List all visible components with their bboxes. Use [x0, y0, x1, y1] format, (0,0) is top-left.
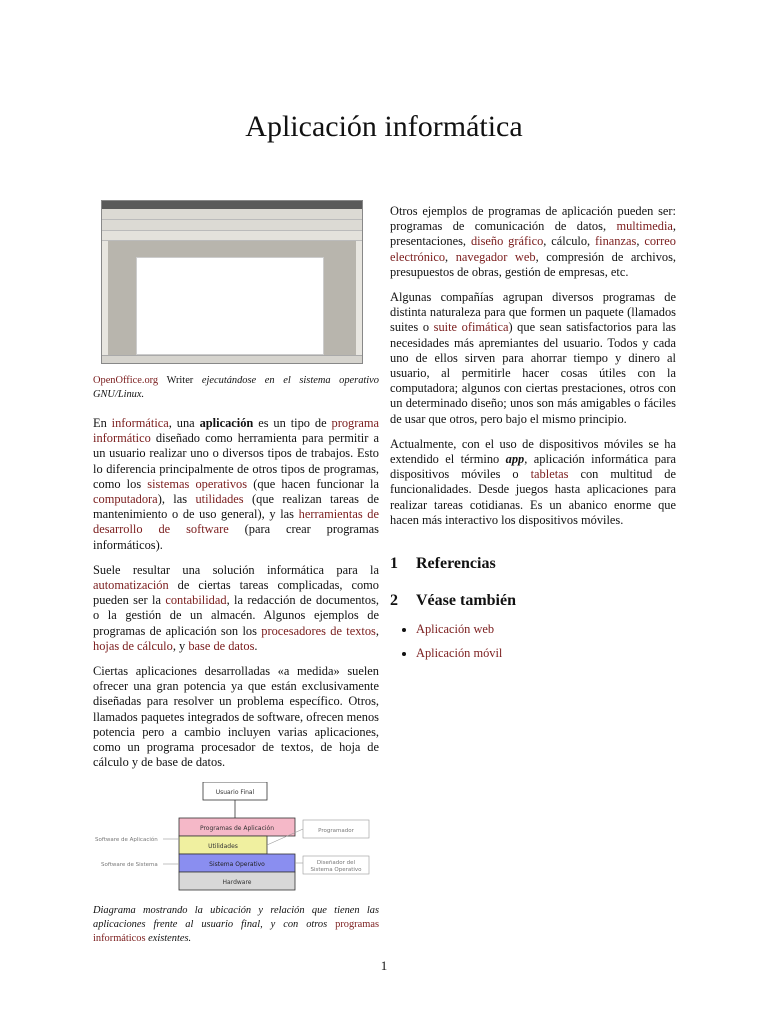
link-base-datos[interactable]: base de datos [188, 638, 255, 653]
openoffice-screenshot [101, 200, 363, 364]
link-programa-informatico[interactable]: programa informático [93, 416, 379, 446]
software-layers-diagram [93, 782, 379, 898]
utilidades-label: Utilidades [208, 843, 238, 851]
left-column [93, 200, 379, 956]
sw-sistema-label: Software de Sistema [101, 862, 158, 869]
link-programas-informaticos[interactable]: programas informáticos [93, 919, 379, 945]
figure1-caption: OpenOffice.org Writer ejecutándose en el sistema operativo GNU/Linux. [93, 375, 379, 400]
programas-label: Programas de Aplicación [199, 825, 275, 833]
section-heading-referencias: 1 Referencias [390, 555, 496, 573]
right-paragraph-3: Actualmente, con el uso de dispositivos móviles se ha extendido el término app, aplicación informática para dispositivos móviles o tabletas con multitud de funcionalidades. Desde juegos hasta aplicaciones para realizar tareas cotidianas. Es un abanico enorme que hacen más interactivo los dispositivos móviles. [390, 436, 676, 527]
link-hojas-calculo[interactable]: hojas de cálculo [93, 638, 173, 653]
disenador-label-1: Diseñador del [316, 860, 356, 867]
list-item [416, 622, 676, 637]
sistema-label: Sistema Operativo [209, 861, 265, 869]
usuario-final-label: Usuario Final [215, 789, 255, 797]
link-automatizacion[interactable]: automatización [93, 578, 169, 593]
link-correo-electronico[interactable]: correo electrónico [390, 234, 676, 264]
list-item [416, 646, 676, 661]
link-herramientas-desarrollo[interactable]: herramientas de desarrollo de software [93, 507, 379, 537]
sw-aplicacion-label: Software de Aplicación [95, 837, 158, 844]
hardware-label: Hardware [222, 879, 252, 887]
page-title: Aplicación informática [245, 110, 523, 143]
paragraph-3: Ciertas aplicaciones desarrolladas «a medida» suelen ofrecer una gran potencia ya que están exclusivamente diseñadas para resolver un problema específico. Otros, llamados paquetes integrados de software, ofrecen menos potencia pero a cambio incluyen varias aplicaciones, como un programa procesador de textos, de hoja de cálculo y de base de datos. [93, 664, 379, 770]
link-aplicacion-web[interactable]: Aplicación web [416, 622, 495, 637]
disenador-label-2: Sistema Operativo [310, 867, 362, 874]
link-procesadores-textos[interactable]: procesadores de textos [261, 623, 376, 638]
right-column [390, 204, 676, 669]
link-utilidades[interactable]: utilidades [195, 492, 244, 507]
page-number: 1 [380, 958, 388, 973]
right-paragraph-2: Algunas compañías agrupan diversos programas de distinta naturaleza para que formen un paquete (llamados suites o suite ofimática) que sean satisfactorios para las necesidades más apremiantes del usuario. Todos y cada uno de ellos sirven para ahorrar tiempo y dinero al usuario, al permitirle hacer cosas útiles con la computadora; algunos con ciertas prestaciones, otros con un determinado diseño; unos son más amigables o fáciles de usar que otros, pero bajo el mismo principio. [390, 290, 676, 426]
link-diseno-grafico[interactable]: diseño gráfico [470, 234, 544, 249]
link-informatica[interactable]: informática [111, 416, 169, 430]
diagram-caption: Diagrama mostrando la ubicación y relación que tienen las aplicaciones frente al usuario final, y con otros programas informáticos existentes. [93, 905, 379, 945]
link-aplicacion-movil[interactable]: Aplicación móvil [416, 645, 503, 660]
openoffice-link[interactable]: OpenOffice.org [93, 375, 159, 386]
link-navegador-web[interactable]: navegador web [455, 249, 536, 264]
link-sistemas-operativos[interactable]: sistemas operativos [147, 476, 248, 491]
intro-paragraph: En informática, una aplicación es un tipo de programa informático diseñado como herramienta para permitir a un usuario realizar uno o diversos tipos de trabajos. Esto lo diferencia principalmente de otros tipos de programas, como los sistemas operativos (que hacen funcionar la computadora), las utilidades (que realizan tareas de mantenimiento o de uso general), y las herramientas de desarrollo de software (para crear programas informáticos). [93, 416, 379, 552]
see-also-list [390, 622, 676, 660]
link-computadora[interactable]: computadora [93, 492, 158, 507]
paragraph-2: Suele resultar una solución informática para la automatización de ciertas tareas complicadas, como pueden ser la contabilidad, la redacción de documentos, o la gestión de un almacén. Algunos ejemplos de programas de aplicación son los procesadores de textos, hojas de cálculo, y base de datos. [93, 562, 379, 653]
link-contabilidad[interactable]: contabilidad [165, 593, 227, 608]
section-heading-vease-tambien: 2 Véase también [390, 592, 516, 610]
link-multimedia[interactable]: multimedia [616, 219, 673, 234]
link-tabletas[interactable]: tabletas [530, 467, 569, 482]
link-suite-ofimatica[interactable]: suite ofimática [433, 320, 509, 335]
programador-label: Programador [318, 828, 354, 835]
link-finanzas[interactable]: finanzas [595, 234, 637, 249]
right-paragraph-1: Otros ejemplos de programas de aplicación pueden ser: programas de comunicación de datos, multimedia, presentaciones, diseño gráfico, cálculo, finanzas, correo electrónico, navegador web, compresión de archivos, presupuestos de obras, gestión de empresas, etc. [390, 204, 677, 279]
